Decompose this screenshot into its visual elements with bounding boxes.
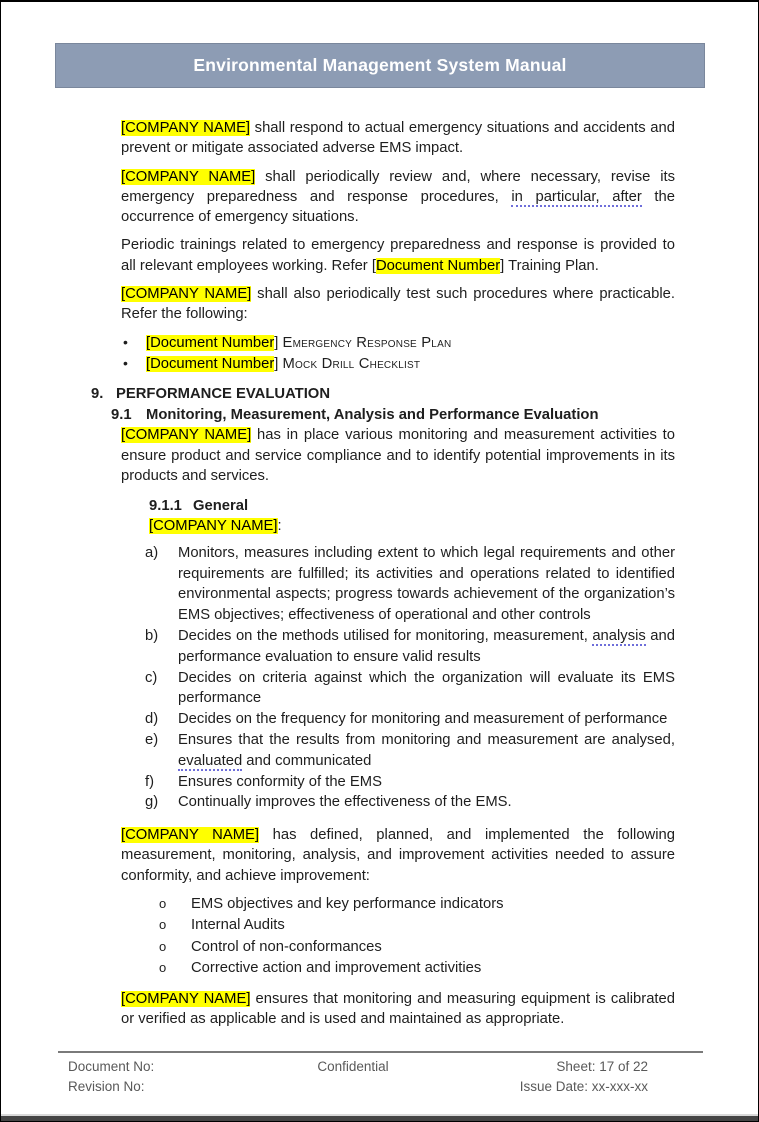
list-item	[121, 354, 675, 376]
list-marker: f)	[145, 773, 155, 790]
list-marker: b)	[145, 627, 159, 644]
list-item	[159, 894, 675, 915]
list-marker: e)	[145, 731, 159, 748]
document-reference-list	[121, 333, 675, 376]
company-name-placeholder: [COMPANY NAME]	[121, 286, 252, 303]
paragraph-monitoring-activities	[121, 425, 675, 486]
list-marker: d)	[145, 711, 159, 728]
list-item-f	[145, 772, 675, 793]
list-item-e	[145, 730, 675, 772]
paragraph-text: has defined, planned, and implemented the following measurement, monitoring, analysis, and improvement activities needed to assure conformity, and achieve improvement:	[121, 827, 675, 884]
list-item-text: Ensures conformity of the EMS	[178, 773, 382, 790]
list-marker: a)	[145, 544, 159, 561]
list-item-text: Continually improves the effectiveness of the EMS.	[178, 794, 512, 811]
list-item-text: ]	[274, 356, 283, 373]
list-item-d	[145, 709, 675, 730]
list-marker: c)	[145, 669, 158, 686]
document-title: Emergency Response Plan	[282, 334, 452, 351]
list-item-text: Internal Audits	[191, 917, 285, 934]
circle-bullet-icon: o	[159, 896, 167, 911]
list-item-text: Control of non-conformances	[191, 938, 382, 955]
paragraph-text: has in place various monitoring and measurement activities to ensure product and service compliance and to identify potential improvements in its products and services.	[121, 427, 675, 484]
footer-divider	[58, 1051, 703, 1053]
list-item	[159, 958, 675, 979]
list-item-text: and performance evaluation to ensure valid results	[178, 627, 675, 665]
heading-text: PERFORMANCE EVALUATION	[116, 385, 331, 402]
footer-revision-no: Revision No:	[68, 1079, 145, 1094]
heading-number: 9.1.1	[149, 498, 182, 515]
paragraph-text: shall respond to actual emergency situations and accidents and prevent or mitigate associated adverse EMS impact.	[121, 120, 675, 157]
circle-bullet-icon: o	[159, 959, 167, 975]
paragraph-text: ] Training Plan.	[500, 257, 599, 274]
list-item-text: Decides on the frequency for monitoring and measurement of performance	[178, 711, 668, 728]
bullet-icon: •	[123, 333, 128, 350]
list-item-text: and communicated	[242, 752, 372, 769]
page-title: Environmental Management System Manual	[193, 55, 567, 75]
paragraph-defined-planned	[121, 825, 675, 886]
company-name-placeholder: [COMPANY NAME]	[149, 518, 278, 535]
list-item	[121, 333, 675, 355]
paragraph-text: the occurrence of emergency situations.	[121, 188, 675, 226]
company-name-placeholder: [COMPANY NAME]	[121, 168, 256, 185]
paragraph-text: ensures that monitoring and measuring equipment is calibrated or verified as applicable and is used and maintained as appropriate.	[121, 991, 675, 1028]
list-marker: g)	[145, 794, 159, 811]
document-number-placeholder: [Document Number	[146, 334, 275, 351]
list-item-c	[145, 668, 675, 710]
circle-bullet-icon: o	[159, 917, 167, 933]
paragraph-text: Periodic trainings related to emergency preparedness and response is provided to all relevant employees working. Refer [	[121, 237, 675, 274]
list-item-b	[145, 626, 675, 668]
document-title: Mock Drill Checklist	[282, 356, 421, 373]
heading-text: Monitoring, Measurement, Analysis and Performance Evaluation	[146, 406, 599, 423]
paragraph-text: shall also periodically test such procedures where practicable. Refer the following:	[121, 286, 675, 323]
paragraph-emergency-respond	[121, 118, 675, 159]
company-name-placeholder: [COMPANY NAME]	[121, 427, 252, 444]
company-name-placeholder: [COMPANY NAME]	[121, 991, 251, 1008]
heading-text: General	[193, 498, 249, 515]
list-item	[159, 937, 675, 958]
manual-title-bar	[55, 43, 705, 88]
circle-bullet-icon: o	[159, 938, 167, 954]
heading-monitoring-measurement	[111, 405, 675, 425]
company-name-placeholder: [COMPANY NAME]	[121, 120, 251, 136]
list-item-g	[145, 792, 675, 813]
list-item-text: Monitors, measures including extent to which legal requirements and other requirements are fulfilled; its activities and operations related to identified environmental aspects; progress towards achievement of the organization’s EMS objectives; effectiveness of operational and other controls	[178, 544, 675, 624]
heading-general	[149, 496, 675, 516]
footer-confidential: Confidential	[317, 1059, 389, 1074]
document-body	[91, 118, 675, 1038]
footer-sheet: Sheet: 17 of 22	[556, 1059, 648, 1074]
paragraph-periodic-review	[121, 167, 675, 228]
grammar-underlined-text: analysis	[592, 627, 646, 644]
list-item	[159, 915, 675, 936]
paragraph-company-colon	[149, 516, 675, 536]
paragraph-measuring-equipment	[121, 989, 675, 1030]
paragraph-periodic-trainings	[121, 235, 675, 276]
heading-number: 9.1	[111, 406, 132, 423]
company-name-placeholder: [COMPANY NAME]	[121, 827, 260, 844]
paragraph-test-procedures	[121, 284, 675, 325]
paragraph-text: :	[277, 518, 282, 535]
heading-number: 9.	[91, 385, 104, 402]
list-item-text: EMS objectives and key performance indicators	[191, 896, 504, 912]
grammar-underlined-text: in particular, after	[511, 188, 642, 205]
circle-bullet-list	[159, 894, 675, 979]
footer-issue-date: Issue Date: xx-xxx-xx	[519, 1079, 648, 1094]
document-number-placeholder: Document Number	[375, 257, 501, 274]
heading-performance-evaluation	[91, 384, 675, 404]
list-item-text: Corrective action and improvement activities	[191, 959, 482, 976]
bullet-icon: •	[123, 355, 128, 372]
page-footer	[58, 1057, 648, 1096]
list-item-text: Ensures that the results from monitoring and measurement are analysed,	[178, 731, 675, 748]
lettered-list	[145, 543, 675, 813]
paragraph-text: shall periodically review and, where necessary, revise its emergency preparedness and response procedures,	[121, 168, 675, 205]
grammar-underlined-text: evaluated	[178, 752, 243, 769]
footer-document-no: Document No:	[68, 1059, 155, 1074]
list-item-text: Decides on the methods utilised for monitoring, measurement,	[178, 627, 593, 644]
list-item-a	[145, 543, 675, 626]
document-number-placeholder: [Document Number	[146, 356, 275, 373]
list-item-text: ]	[274, 334, 283, 351]
list-item-text: Decides on criteria against which the organization will evaluate its EMS performance	[178, 669, 675, 707]
footer-empty-cell	[255, 1077, 452, 1096]
page-bottom-dark-edge	[1, 1116, 758, 1121]
